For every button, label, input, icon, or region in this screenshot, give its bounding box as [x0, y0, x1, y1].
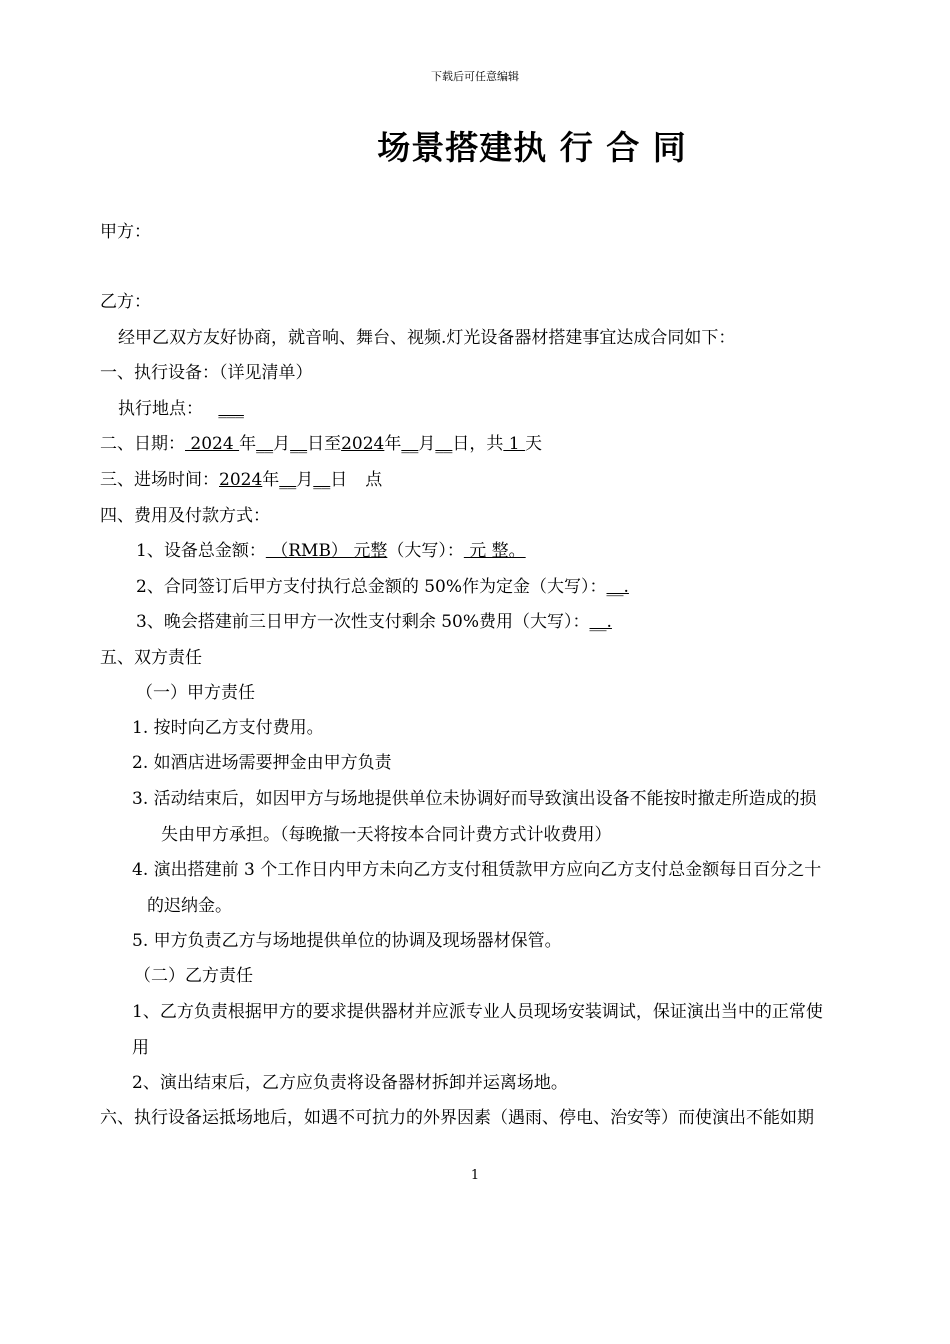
- balance-text: 3、晚会搭建前三日甲方一次性支付剩余 50%费用（大写）：: [136, 612, 590, 632]
- start-year: 2024: [185, 434, 240, 454]
- day-to: 日至: [307, 434, 342, 454]
- payment-item-2: [136, 575, 629, 599]
- day-unit: 日: [330, 470, 348, 490]
- year-unit: 年: [262, 470, 280, 490]
- year-unit: 年: [384, 434, 402, 454]
- end-day-blank: __: [435, 434, 453, 454]
- location-label: 执行地点：: [118, 399, 203, 419]
- end-month-blank: __: [401, 434, 419, 454]
- section-6-force-majeure: 六、执行设备运抵场地后，如遇不可抗力的外界因素（遇雨、停电、治安等）而使演出不能如期: [100, 1108, 814, 1128]
- section-2-date: [100, 432, 542, 456]
- party-b-item-continued: 用: [132, 1038, 149, 1058]
- page-header: 下载后可任意编辑: [431, 70, 519, 83]
- party-a-item: 3. 活动结束后，如因甲方与场地提供单位未协调好而导致演出设备不能按时撤走所造成的损: [132, 789, 817, 809]
- month-unit: 月: [418, 434, 436, 454]
- start-day-blank: __: [290, 434, 308, 454]
- party-b-item: 1、乙方负责根据甲方的要求提供器材并应派专业人员现场安装调试，保证演出当中的正常使: [132, 1002, 823, 1022]
- party-a-label: 甲方：: [100, 222, 151, 242]
- month-unit: 月: [296, 470, 314, 490]
- entry-month-blank: __: [279, 470, 297, 490]
- party-a-item: 2. 如酒店进场需要押金由甲方负责: [132, 753, 392, 773]
- party-a-item-continued: 的迟纳金。: [147, 896, 232, 916]
- year-unit: 年: [239, 434, 257, 454]
- entry-day-blank: __: [313, 470, 331, 490]
- section-1-equipment: 一、执行设备：（详见清单）: [100, 363, 313, 383]
- entry-year: 2024: [219, 470, 263, 490]
- party-b-label: 乙方：: [100, 292, 151, 312]
- payment-item-1: [136, 539, 526, 563]
- party-b-item: 2、演出结束后，乙方应负责将设备器材拆卸并运离场地。: [132, 1073, 568, 1093]
- balance-blank: __.: [589, 612, 612, 632]
- party-a-item: 4. 演出搭建前 3 个工作日内甲方未向乙方支付租赁款甲方应向乙方支付总金额每日百分之十: [132, 860, 822, 880]
- total-amount-uppercase: 元 整。: [463, 541, 526, 561]
- hour-unit: 点: [365, 470, 383, 490]
- month-unit: 月: [273, 434, 291, 454]
- total-days: 1: [503, 434, 525, 454]
- party-a-item-continued: 失由甲方承担。（每晚撤一天将按本合同计费方式计收费用）: [161, 825, 612, 845]
- payment-item-3: [136, 610, 612, 634]
- days-unit: 天: [524, 434, 542, 454]
- party-a-item: 5. 甲方负责乙方与场地提供单位的协调及现场器材保管。: [132, 931, 562, 951]
- party-b-responsibilities-heading: （二）乙方责任: [134, 966, 253, 986]
- party-a-item: 1. 按时向乙方支付费用。: [132, 718, 324, 738]
- section-3-entry-time: [100, 468, 382, 492]
- total-amount-rmb: （RMB） 元整: [265, 541, 388, 561]
- section-1-location: [118, 397, 244, 421]
- location-blank: ___: [218, 399, 244, 419]
- deposit-blank: __.: [606, 577, 629, 597]
- entry-time-prefix: 三、进场时间：: [100, 470, 219, 490]
- document-title: 场景搭建执 行 合 同: [377, 128, 687, 167]
- uppercase-label: （大写）：: [387, 541, 464, 561]
- deposit-text: 2、合同签订后甲方支付执行总金额的 50%作为定金（大写）：: [136, 577, 607, 597]
- section-4-payment: 四、费用及付款方式：: [100, 506, 270, 526]
- party-a-responsibilities-heading: （一）甲方责任: [136, 683, 255, 703]
- date-prefix: 二、日期：: [100, 434, 185, 454]
- page-number: 1: [470, 1168, 480, 1183]
- start-month-blank: __: [256, 434, 274, 454]
- intro-paragraph: 经甲乙双方友好协商，就音响、舞台、视频.灯光设备器材搭建事宜达成合同如下：: [118, 328, 736, 348]
- total-amount-label: 1、设备总金额：: [136, 541, 266, 561]
- end-year: 2024: [341, 434, 385, 454]
- day-total-label: 日，共: [452, 434, 504, 454]
- section-5-responsibilities: 五、双方责任: [100, 648, 202, 668]
